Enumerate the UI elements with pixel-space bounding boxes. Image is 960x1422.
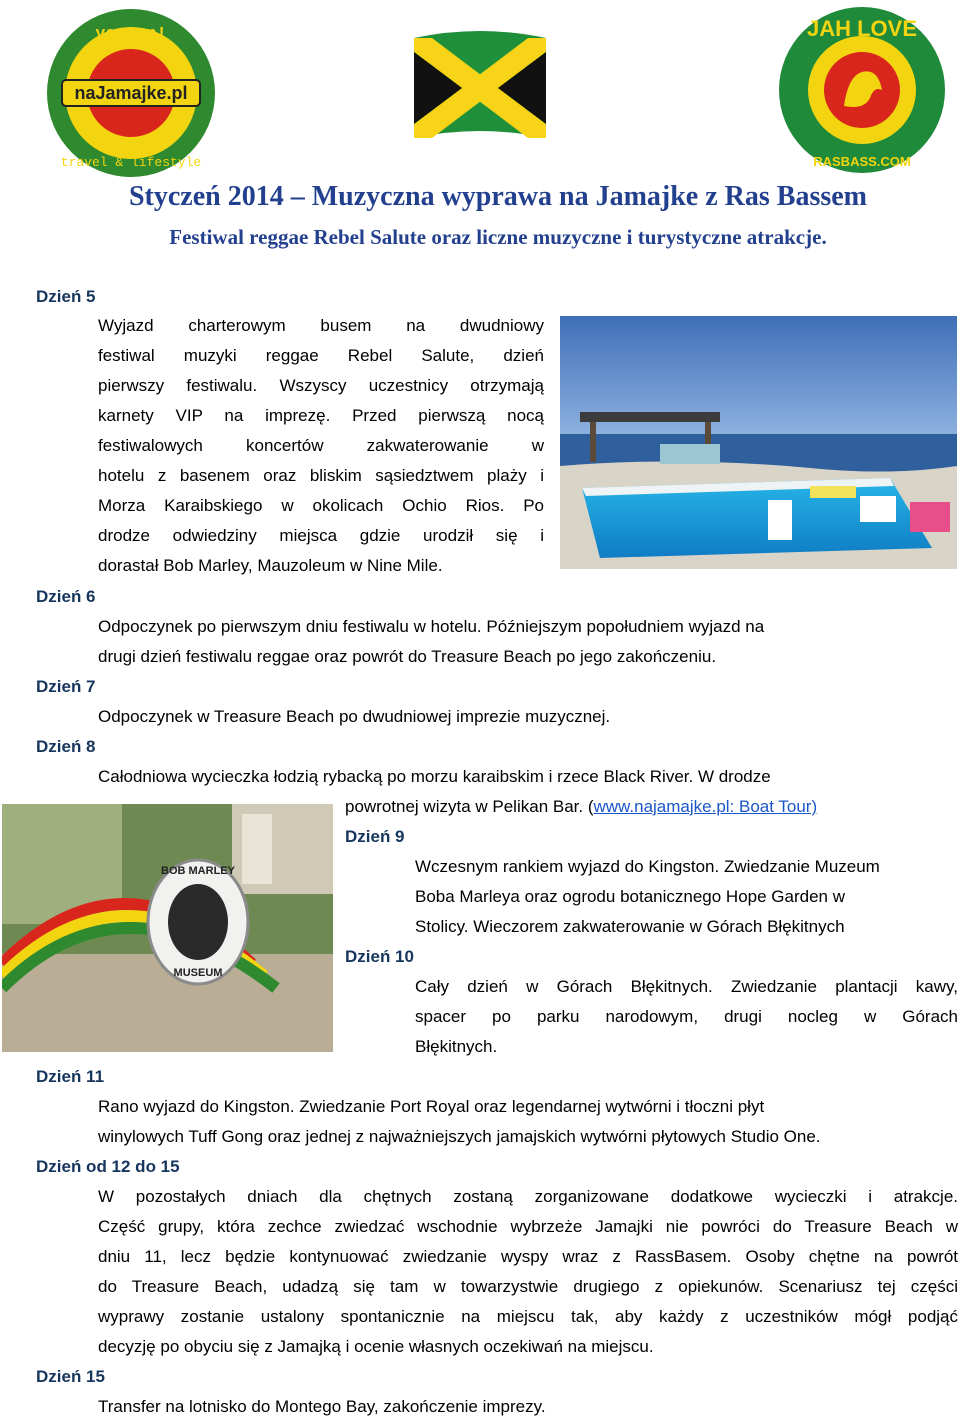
text-line: Odpoczynek po pierwszym dniu festiwalu w hotelu. Późniejszym popołudniem wyjazd na: [98, 617, 765, 636]
svg-text:MUSEUM: MUSEUM: [173, 967, 223, 979]
day-10-heading: Dzień 10: [345, 947, 414, 966]
text-line: wyprawy zostanie ustalony spontanicznie na miejscu tak, aby każdy z uczestników mógł podjąć: [98, 1307, 958, 1326]
text-line: dniu 11, lecz będzie kontynuować zwiedzanie wyspy wraz z RassBasem. Osoby chętne na powrót: [98, 1247, 958, 1266]
text-line: Boba Marleya oraz ogrodu botanicznego Hope Garden w: [415, 887, 845, 906]
text-line: Całodniowa wycieczka łodzią rybacką po morzu karaibskim i rzece Black River. W drodze: [98, 767, 771, 786]
day-8-heading: Dzień 8: [36, 737, 96, 756]
day-5-text: [98, 311, 544, 581]
text-line: powrotnej wizyta w Pelikan Bar. (: [345, 797, 594, 816]
text-line: decyzję po obyciu się z Jamajką i ocenie własnych oczekiwań na miejscu.: [98, 1337, 654, 1356]
text-line: Stolicy. Wieczorem zakwaterowanie w Górach Błękitnych: [415, 917, 845, 936]
day-8-line-2: [345, 792, 817, 822]
svg-text:BOB MARLEY: BOB MARLEY: [161, 865, 235, 877]
day-12-15-text: [98, 1182, 958, 1362]
day-9-heading: Dzień 9: [345, 827, 405, 846]
svg-text:JAH LOVE: JAH LOVE: [806, 16, 918, 41]
day-5-heading: Dzień 5: [36, 287, 96, 306]
text-line: Cały dzień w Górach Błękitnych. Zwiedzanie plantacji kawy,: [415, 977, 958, 996]
text-line: Rano wyjazd do Kingston. Zwiedzanie Port Royal oraz legendarnej wytwórni i tłoczni płyt: [98, 1097, 765, 1116]
svg-text:RASBASS.COM: RASBASS.COM: [813, 154, 911, 169]
text-line: karnety VIP na imprezę. Przed pierwszą nocą: [98, 406, 544, 425]
day-10-text: [415, 972, 958, 1062]
svg-text:ya mon!: ya mon!: [95, 25, 167, 44]
day-6-heading: Dzień 6: [36, 587, 96, 606]
text-line: Transfer na lotnisko do Montego Bay, zakończenie imprezy.: [98, 1397, 546, 1416]
day-12-15-heading: Dzień od 12 do 15: [36, 1157, 180, 1176]
bob-marley-museum-photo: [2, 804, 333, 1052]
text-line: W pozostałych dniach dla chętnych zostaną zorganizowane dodatkowe wycieczki i atrakcje.: [98, 1187, 958, 1206]
day-7-heading: Dzień 7: [36, 677, 96, 696]
text-line: festiwal muzyki reggae Rebel Salute, dzień: [98, 346, 544, 365]
text-line: pierwszy festiwalu. Wszyscy uczestnicy otrzymają: [98, 376, 544, 395]
jamaica-flag: [410, 28, 550, 148]
text-line: spacer po parku narodowym, drugi nocleg w Górach: [415, 1007, 958, 1026]
text-line: winylowych Tuff Gong oraz jednej z najważniejszych jamajskich wytwórni płytowych Studio One.: [98, 1127, 821, 1146]
text-line: Morza Karaibskiego w okolicach Ochio Rios. Po: [98, 496, 544, 515]
text-line: Wczesnym rankiem wyjazd do Kingston. Zwiedzanie Muzeum: [415, 857, 880, 876]
text-line: Odpoczynek w Treasure Beach po dwudniowej imprezie muzycznej.: [98, 707, 611, 726]
text-line: drodze odwiedziny miejsca gdzie urodził się i: [98, 526, 544, 545]
day-15-heading: Dzień 15: [36, 1367, 105, 1386]
boat-tour-link[interactable]: www.najamajke.pl: Boat Tour): [593, 797, 818, 816]
page-subtitle: Festiwal reggae Rebel Salute oraz liczne muzyczne i turystyczne atrakcje.: [169, 225, 827, 249]
hotel-pool-photo: [560, 316, 957, 569]
text-line: do Treasure Beach, udadzą się tam w towarzystwie drugiego z opiekunów. Scenariusz tej części: [98, 1277, 958, 1296]
text-line: Wyjazd charterowym busem na dwudniowy: [98, 316, 544, 335]
text-line: festiwalowych koncertów zakwaterowanie w: [98, 436, 544, 455]
svg-text:travel & lifestyle: travel & lifestyle: [60, 155, 202, 170]
page-title: Styczeń 2014 – Muzyczna wyprawa na Jamajke z Ras Bassem: [128, 181, 868, 212]
text-line: Błękitnych.: [415, 1037, 498, 1056]
najamajke-logo: [46, 8, 216, 178]
text-line: Część grupy, która zechce zwiedzać wschodnie wybrzeże Jamajki nie powróci do Treasure Beach w: [98, 1217, 958, 1236]
jah-love-rasbass-logo: [778, 6, 946, 174]
text-line: drugi dzień festiwalu reggae oraz powrót do Treasure Beach po jego zakończeniu.: [98, 647, 717, 666]
day-11-heading: Dzień 11: [36, 1067, 105, 1086]
text-line: dorastał Bob Marley, Mauzoleum w Nine Mile.: [98, 556, 443, 575]
text-line: hotelu z basenem oraz bliskim sąsiedztwem plaży i: [98, 466, 544, 485]
svg-text:naJamajke.pl: naJamajke.pl: [74, 83, 188, 103]
